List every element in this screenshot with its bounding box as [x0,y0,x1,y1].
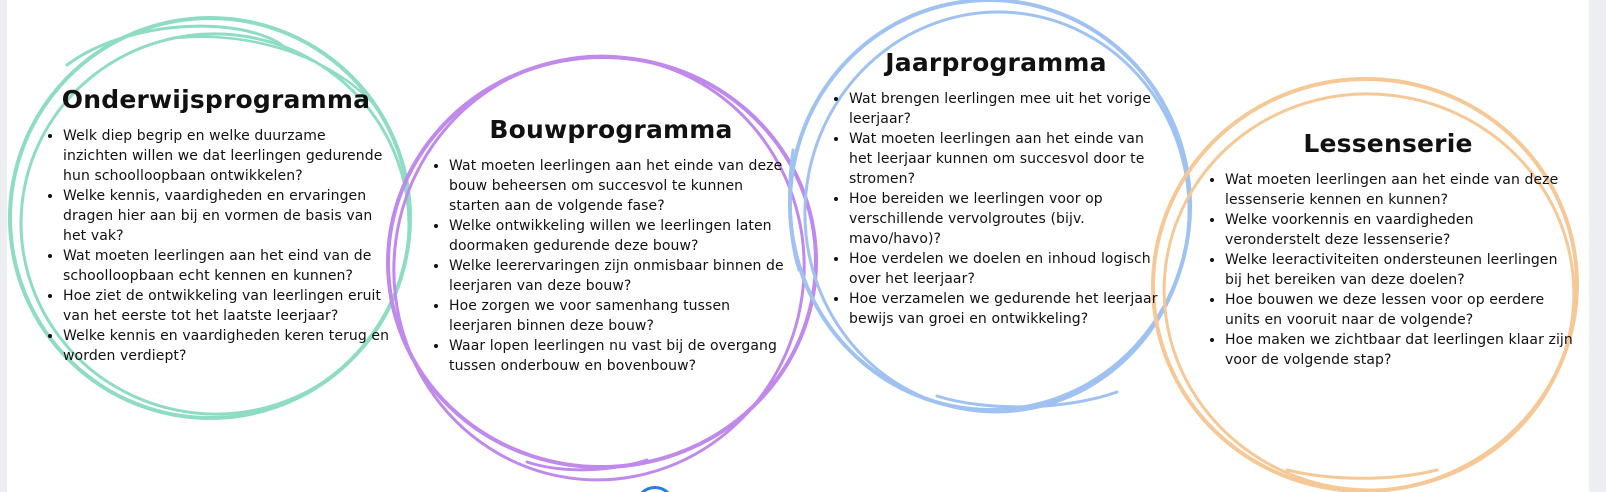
block-lessenserie [1203,128,1573,370]
title-jaarprogramma: Jaarprogramma [885,48,1107,77]
question-item: • Hoe verdelen we doelen en inhoud logisch over het leerjaar? [849,249,1165,289]
question-item: • Wat moeten leerlingen aan het einde van deze bouw beheersen om succesvol te kunnen starten aan de volgende fase? [449,156,795,216]
question-item: • Wat moeten leerlingen aan het einde van het leerjaar kunnen om succesvol door te stromen? [849,129,1165,189]
question-item: • Welk diep begrip en welke duurzame inzichten willen we dat leerlingen gedurende hun schoolloopbaan ontwikkelen? [63,126,391,186]
question-item: • Hoe verzamelen we gedurende het leerjaar bewijs van groei en ontwikkeling? [849,289,1165,329]
question-item: • Welke kennis en vaardigheden keren terug en worden verdiept? [63,326,391,366]
question-list [41,126,391,366]
question-list [427,156,795,376]
question-list [827,89,1165,329]
title-onderwijsprogramma: Onderwijsprogramma [61,85,371,114]
question-item: • Welke leeractiviteiten ondersteunen leerlingen bij het bereiken van deze doelen? [1225,250,1573,290]
block-jaarprogramma [827,47,1165,329]
title-bouwprogramma: Bouwprogramma [489,115,733,144]
question-item: • Hoe maken we zichtbaar dat leerlingen klaar zijn voor de volgende stap? [1225,330,1573,370]
question-item: • Welke ontwikkeling willen we leerlingen laten doormaken gedurende deze bouw? [449,216,795,256]
question-item: • Welke leerervaringen zijn onmisbaar binnen de leerjaren van deze bouw? [449,256,795,296]
diagram-canvas [7,0,1589,492]
question-item: • Welke voorkennis en vaardigheden veronderstelt deze lessenserie? [1225,210,1573,250]
question-item: • Hoe ziet de ontwikkeling van leerlingen eruit van het eerste tot het laatste leerjaar? [63,286,391,326]
question-item: • Waar lopen leerlingen nu vast bij de overgang tussen onderbouw en bovenbouw? [449,336,795,376]
question-item: • Wat moeten leerlingen aan het eind van de schoolloopbaan echt kennen en kunnen? [63,246,391,286]
question-item: • Hoe bouwen we deze lessen voor op eerdere units en vooruit naar de volgende? [1225,290,1573,330]
question-item: • Hoe zorgen we voor samenhang tussen leerjaren binnen deze bouw? [449,296,795,336]
question-item: • Wat moeten leerlingen aan het einde van deze lessenserie kennen en kunnen? [1225,170,1573,210]
block-bouwprogramma [427,114,795,376]
question-item: • Wat brengen leerlingen mee uit het vorige leerjaar? [849,89,1165,129]
question-list [1203,170,1573,370]
title-lessenserie: Lessenserie [1303,129,1473,158]
block-onderwijsprogramma [41,84,391,366]
question-item: • Hoe bereiden we leerlingen voor op verschillende vervolgroutes (bijv. mavo/havo)? [849,189,1165,249]
question-item: • Welke kennis, vaardigheden en ervaringen dragen hier aan bij en vormen de basis van het vak? [63,186,391,246]
